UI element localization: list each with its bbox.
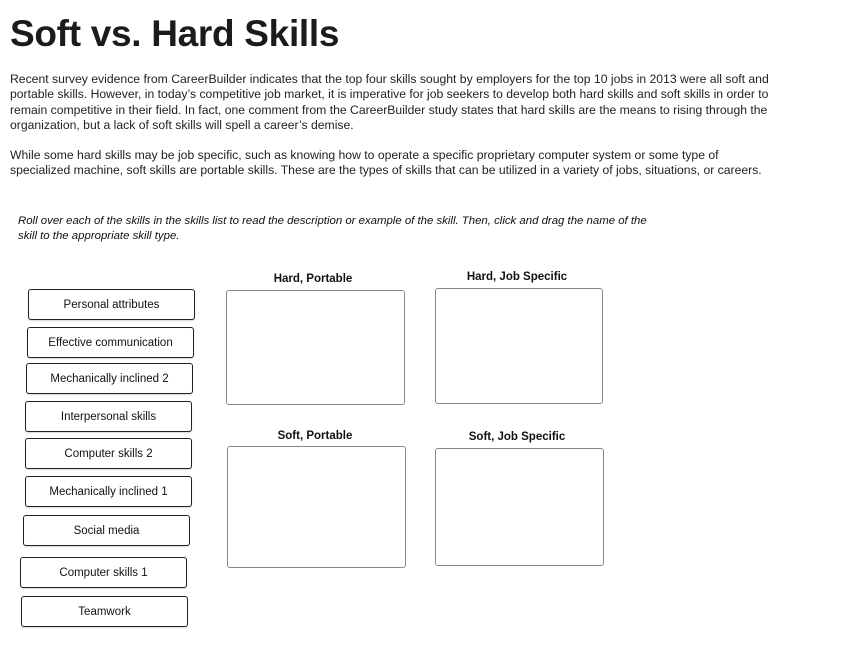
- skill-chip-computer-skills-2[interactable]: Computer skills 2: [25, 438, 192, 469]
- skill-chip-social-media[interactable]: Social media: [23, 515, 190, 546]
- skill-chip-mechanically-inclined-2[interactable]: Mechanically inclined 2: [26, 363, 193, 394]
- zone-label-soft-job-specific: Soft, Job Specific: [468, 431, 566, 443]
- skill-chip-interpersonal-skills[interactable]: Interpersonal skills: [25, 401, 192, 432]
- skill-chip-teamwork[interactable]: Teamwork: [21, 596, 188, 627]
- skill-chip-mechanically-inclined-1[interactable]: Mechanically inclined 1: [25, 476, 192, 507]
- skill-chip-personal-attributes[interactable]: Personal attributes: [28, 289, 195, 320]
- skill-chip-effective-communication[interactable]: Effective communication: [27, 327, 194, 358]
- activity-instructions: Roll over each of the skills in the skills list to read the description or example of the skill. Then, click and drag the name of the skill to the appropriate skill type.: [18, 215, 647, 242]
- zone-label-hard-job-specific: Hard, Job Specific: [466, 271, 568, 283]
- drop-zone-soft-portable[interactable]: [227, 446, 406, 568]
- drop-zone-soft-job-specific[interactable]: [435, 448, 604, 566]
- intro-paragraph-1: Recent survey evidence from CareerBuilder indicates that the top four skills sought by employers for the top 10 jobs in 2013 were all soft and portable skills. However, in today’s competitive job market, it is imperative for job seekers to develop both hard skills and soft skills in order to remain competitive in their field. In fact, one comment from the CareerBuilder study states that hard skills are the means to rising through the organization, but a lack of soft skills will spell a career’s demise.: [10, 72, 769, 132]
- zone-label-hard-portable: Hard, Portable: [273, 273, 353, 285]
- drop-zone-hard-portable[interactable]: [226, 290, 405, 405]
- skill-chip-computer-skills-1[interactable]: Computer skills 1: [20, 557, 187, 588]
- zone-label-soft-portable: Soft, Portable: [277, 430, 353, 442]
- intro-paragraph-2: While some hard skills may be job specific, such as knowing how to operate a specific proprietary computer system or some type of specialized machine, soft skills are portable skills. These are the types of skills that can be utilized in a variety of jobs, situations, or careers.: [10, 148, 762, 178]
- drop-zone-hard-job-specific[interactable]: [435, 288, 603, 404]
- page-title: Soft vs. Hard Skills: [10, 13, 340, 54]
